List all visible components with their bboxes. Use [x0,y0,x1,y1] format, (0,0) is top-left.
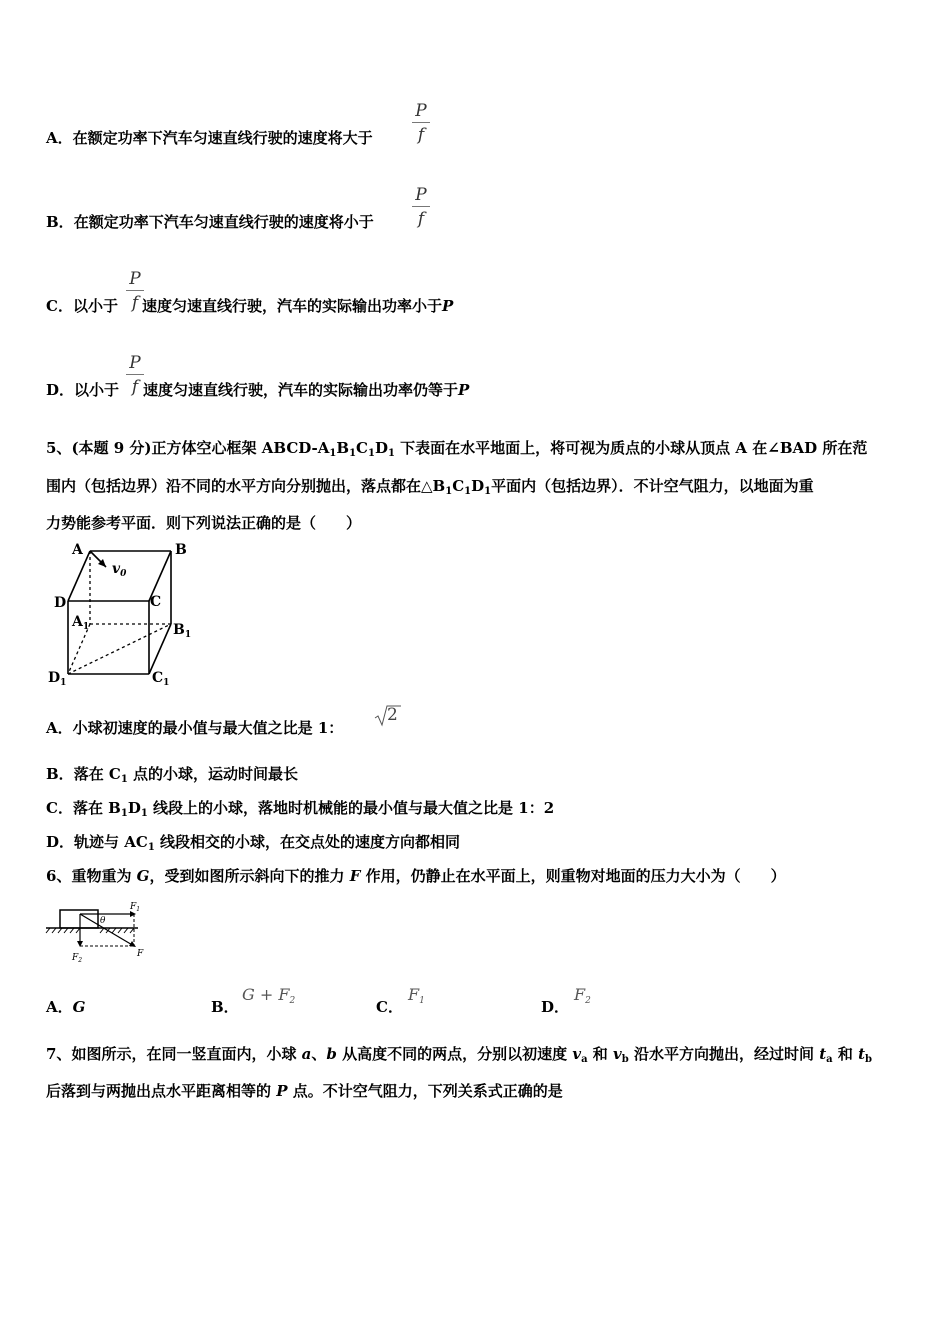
q6-option-d-math: $F_2$ [574,985,591,1006]
fraction-p-over-f: P f [126,269,144,313]
fraction-p-over-f: P f [126,353,144,397]
edge-ad [68,551,90,601]
label-v0: $v_0$ [112,561,127,579]
option-text: 在额定功率下汽车匀速直线行驶的速度将小于 [73,213,374,231]
q6-option-c-math: $F_1$ [408,985,425,1006]
fraction-p-over-f: P f [412,185,430,229]
q6-option-c-label: C． [376,998,403,1016]
label-c: C [150,594,162,610]
force-diagram-figure [44,898,154,964]
label-b1: $B_1$ [173,622,192,640]
option-label: B． [46,213,74,231]
label-d1: $D_1$ [48,670,67,688]
label-f1: $F_1$ [130,902,141,913]
q5-option-d: D．轨迹与 $AC_1$ 线段相交的小球，在交点处的速度方向都相同 [46,833,461,853]
q7-stem-line-2: 后落到与两抛出点水平距离相等的 P 点。不计空气阻力，下列关系式正确的是 [46,1082,563,1100]
q5-option-a: A．小球初速度的最小值与最大值之比是 1： [46,719,344,737]
q5-stem-line-1: 5、(本题 9 分)正方体空心框架 ABCD-$A_1B_1C_1D_1$ 下表面在水平地面上，将可视为质点的小球从顶点 A 在∠BAD 所在范 [46,439,868,459]
label-c1: $C_1$ [152,670,170,688]
label-d: D [54,595,67,611]
q6-stem: 6、重物重为 G，受到如图所示斜向下的推力 F 作用，仍静止在水平面上，则重物对地面的压力大小为（ ） [46,867,786,885]
cube-frame-figure [46,540,196,690]
q4-option-d: D．以小于 速度匀速直线行驶，汽车的实际输出功率仍等于P [46,381,470,399]
edge-c1b1 [149,624,171,674]
label-f2: $F_2$ [72,953,83,964]
q5-stem-line-2: 围内（包括边界）沿不同的水平方向分别抛出，落点都在$\triangle B_1C_1D_1$平面内（包括边界）．不计空气阻力，以地面为重 [46,477,814,497]
q4-option-b [46,212,374,232]
q4-option-c: C．以小于 速度匀速直线行驶，汽车的实际输出功率小于P [46,297,454,315]
q5-option-c: C．落在 $B_1D_1$ 线段上的小球，落地时机械能的最小值与最大值之比是 1：2 [46,799,555,819]
label-a1: $A_1$ [72,614,90,632]
label-b: B [175,542,187,558]
label-a: A [72,542,83,558]
q6-option-a: A．G [46,998,86,1016]
q6-option-d-label: D． [541,998,570,1016]
label-f: F [137,949,144,959]
q4-option-a [46,128,373,148]
fraction-p-over-f: P f [412,101,430,145]
q5-stem-line-3: 力势能参考平面．则下列说法正确的是（ ） [46,514,362,532]
q6-option-b-math: $G + F_2$ [242,985,296,1006]
q7-stem-line-1: 7、如图所示，在同一竖直面内，小球 a、b 从高度不同的两点，分别以初速度 $v_a$ 和 $v_b$ 沿水平方向抛出，经过时间 $t_a$ 和 $t_b$ [46,1045,873,1065]
option-text: 在额定功率下汽车匀速直线行驶的速度将大于 [72,129,373,147]
q6-option-b-label: B． [211,998,239,1016]
block [60,910,98,928]
label-theta: θ [100,916,106,926]
option-label: A． [46,129,73,147]
q5-option-b: B．落在 $C_1$ 点的小球，运动时间最长 [46,765,299,785]
